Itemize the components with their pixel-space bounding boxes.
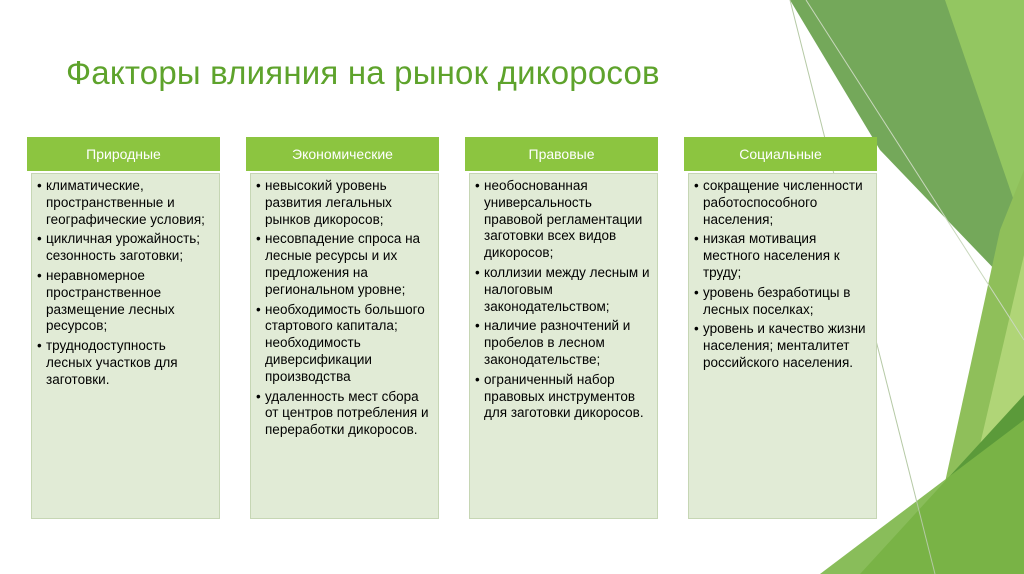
list-item-text: сокращение численности работоспособного населения;	[703, 178, 863, 227]
list-item	[474, 318, 651, 368]
list-item	[474, 178, 651, 262]
column-social	[684, 137, 877, 519]
list-item	[474, 372, 651, 422]
bullet: •	[256, 301, 261, 317]
list-item-text: уровень безработицы в лесных поселках;	[703, 284, 851, 317]
bullet: •	[256, 388, 261, 404]
list-item-text: коллизии между лесным и налоговым законодательством;	[484, 264, 650, 314]
column-header: Природные	[27, 137, 220, 171]
bullet: •	[475, 264, 480, 280]
list-item	[255, 389, 432, 439]
column-body	[688, 173, 877, 519]
list-item-text: цикличная урожайность; сезонность заготовки;	[46, 231, 201, 264]
bullet: •	[256, 231, 261, 247]
list-item-text: климатические, пространственные и географические условия;	[46, 178, 205, 227]
column-economic	[246, 137, 439, 519]
list-item-text: невысокий уровень развития легальных рынков дикоросов;	[265, 178, 392, 227]
bullet: •	[256, 178, 261, 193]
factor-list	[693, 178, 870, 372]
list-item-text: необоснованная универсальность правовой регламентации заготовки всех видов дикоросов;	[484, 178, 643, 261]
column-header: Экономические	[246, 137, 439, 171]
list-item	[255, 302, 432, 386]
list-item	[255, 178, 432, 228]
bullet: •	[694, 178, 699, 193]
bullet: •	[694, 321, 699, 337]
bullet: •	[37, 338, 42, 354]
list-item-text: низкая мотивация местного населения к труду;	[703, 231, 840, 280]
column-header: Социальные	[684, 137, 877, 171]
bullet: •	[37, 231, 42, 247]
factor-list	[255, 178, 432, 439]
bullet: •	[37, 178, 42, 193]
bullet: •	[475, 178, 480, 193]
column-body	[250, 173, 439, 519]
factor-list	[474, 178, 651, 422]
list-item-text: необходимость большого стартового капитала; необходимость диверсификации производства	[265, 301, 425, 384]
slide-title: Факторы влияния на рынок дикоросов	[66, 54, 660, 91]
bullet: •	[694, 231, 699, 247]
list-item	[36, 268, 213, 335]
list-item	[474, 265, 651, 315]
list-item	[36, 338, 213, 388]
bullet: •	[475, 371, 480, 387]
list-item-text: труднодоступность лесных участков для заготовки.	[46, 338, 178, 387]
bullet: •	[475, 318, 480, 334]
list-item-text: наличие разночтений и пробелов в лесном законодательстве;	[484, 318, 631, 367]
bullet: •	[694, 284, 699, 300]
column-body	[469, 173, 658, 519]
factor-list	[36, 178, 213, 389]
list-item	[693, 321, 870, 371]
list-item	[693, 231, 870, 281]
column-legal	[465, 137, 658, 519]
list-item-text: неравномерное пространственное размещение лесных ресурсов;	[46, 267, 175, 334]
list-item-text: удаленность мест сбора от центров потребления и переработки дикоросов.	[265, 388, 429, 438]
list-item-text: несовпадение спроса на лесные ресурсы и их предложения на региональном уровне;	[265, 231, 421, 297]
list-item-text: ограниченный набор правовых инструментов для заготовки дикоросов.	[484, 371, 644, 421]
column-natural	[27, 137, 220, 519]
list-item	[693, 285, 870, 319]
list-item	[36, 178, 213, 228]
column-header: Правовые	[465, 137, 658, 171]
bullet: •	[37, 267, 42, 283]
list-item	[36, 231, 213, 265]
column-body	[31, 173, 220, 519]
list-item	[255, 231, 432, 298]
list-item	[693, 178, 870, 228]
list-item-text: уровень и качество жизни населения; менталитет российского населения.	[703, 321, 866, 370]
